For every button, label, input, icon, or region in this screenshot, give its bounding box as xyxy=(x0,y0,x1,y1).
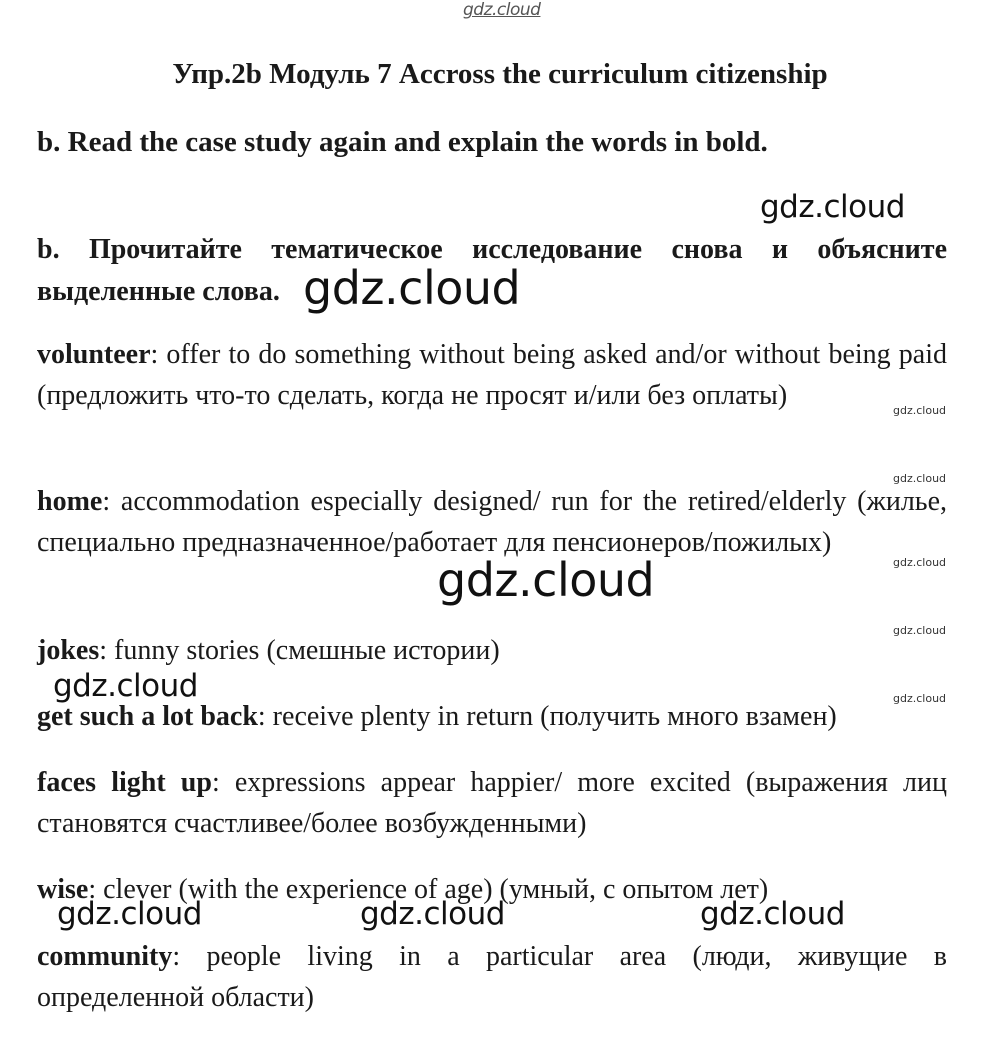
vocab-entry-jokes xyxy=(37,630,947,671)
watermark: gdz.cloud xyxy=(437,553,655,607)
vocab-entry-faces-light-up xyxy=(37,762,947,844)
task-english: b. Read the case study again and explain the words in bold. xyxy=(37,126,768,158)
vocab-definition: : receive plenty in return (получить много взамен) xyxy=(257,701,837,732)
watermark: gdz.cloud xyxy=(53,668,198,704)
watermark: gdz.cloud xyxy=(893,556,947,569)
watermark: gdz.cloud xyxy=(893,472,947,485)
exercise-title: Упр.2b Модуль 7 Accross the curriculum citizenship xyxy=(172,58,828,90)
vocab-term: home xyxy=(37,486,103,517)
watermark: gdz.cloud xyxy=(893,624,947,637)
watermark: gdz.cloud xyxy=(760,189,905,225)
vocab-definition: : people living in a particular area (люди, живущие в определенной области) xyxy=(37,941,947,1013)
task-russian: b. Прочитайте тематическое исследование снова и объясните выделенные слова. xyxy=(37,234,947,307)
watermark: gdz.cloud xyxy=(57,896,202,932)
watermark: gdz.cloud xyxy=(893,692,947,705)
watermark: gdz.cloud xyxy=(303,261,521,315)
watermark: gdz.cloud xyxy=(893,404,947,417)
vocab-definition: : offer to do something without being asked and/or without being paid (предложить что-то сделать, когда не просят и/или без оплаты) xyxy=(37,339,947,411)
vocab-definition: : expressions appear happier/ more excited (выражения лиц становятся счастливее/более возбужденными) xyxy=(37,767,948,839)
vocab-term: faces light up xyxy=(37,767,212,798)
vocab-entry-get-such-a-lot-back xyxy=(37,696,947,737)
vocab-entry-home xyxy=(37,481,947,563)
vocab-term: volunteer xyxy=(37,339,151,370)
vocab-term: wise xyxy=(37,874,89,905)
vocab-definition: : funny stories (смешные истории) xyxy=(99,635,500,666)
vocab-term: get such a lot back xyxy=(37,701,258,732)
vocab-entry-volunteer xyxy=(37,334,947,416)
vocab-term: community xyxy=(37,941,173,972)
vocab-definition: : accommodation especially designed/ run for the retired/elderly (жилье, специально предназначенное/работает для пенсионеров/пожилых) xyxy=(37,486,947,558)
vocab-entry-community xyxy=(37,936,947,1018)
vocab-definition: : clever (with the experience of age) (умный, с опытом лет) xyxy=(88,874,769,905)
watermark: gdz.cloud xyxy=(700,896,845,932)
header-watermark-link[interactable]: gdz.cloud xyxy=(463,0,541,20)
watermark: gdz.cloud xyxy=(360,896,505,932)
vocab-term: jokes xyxy=(37,635,100,666)
